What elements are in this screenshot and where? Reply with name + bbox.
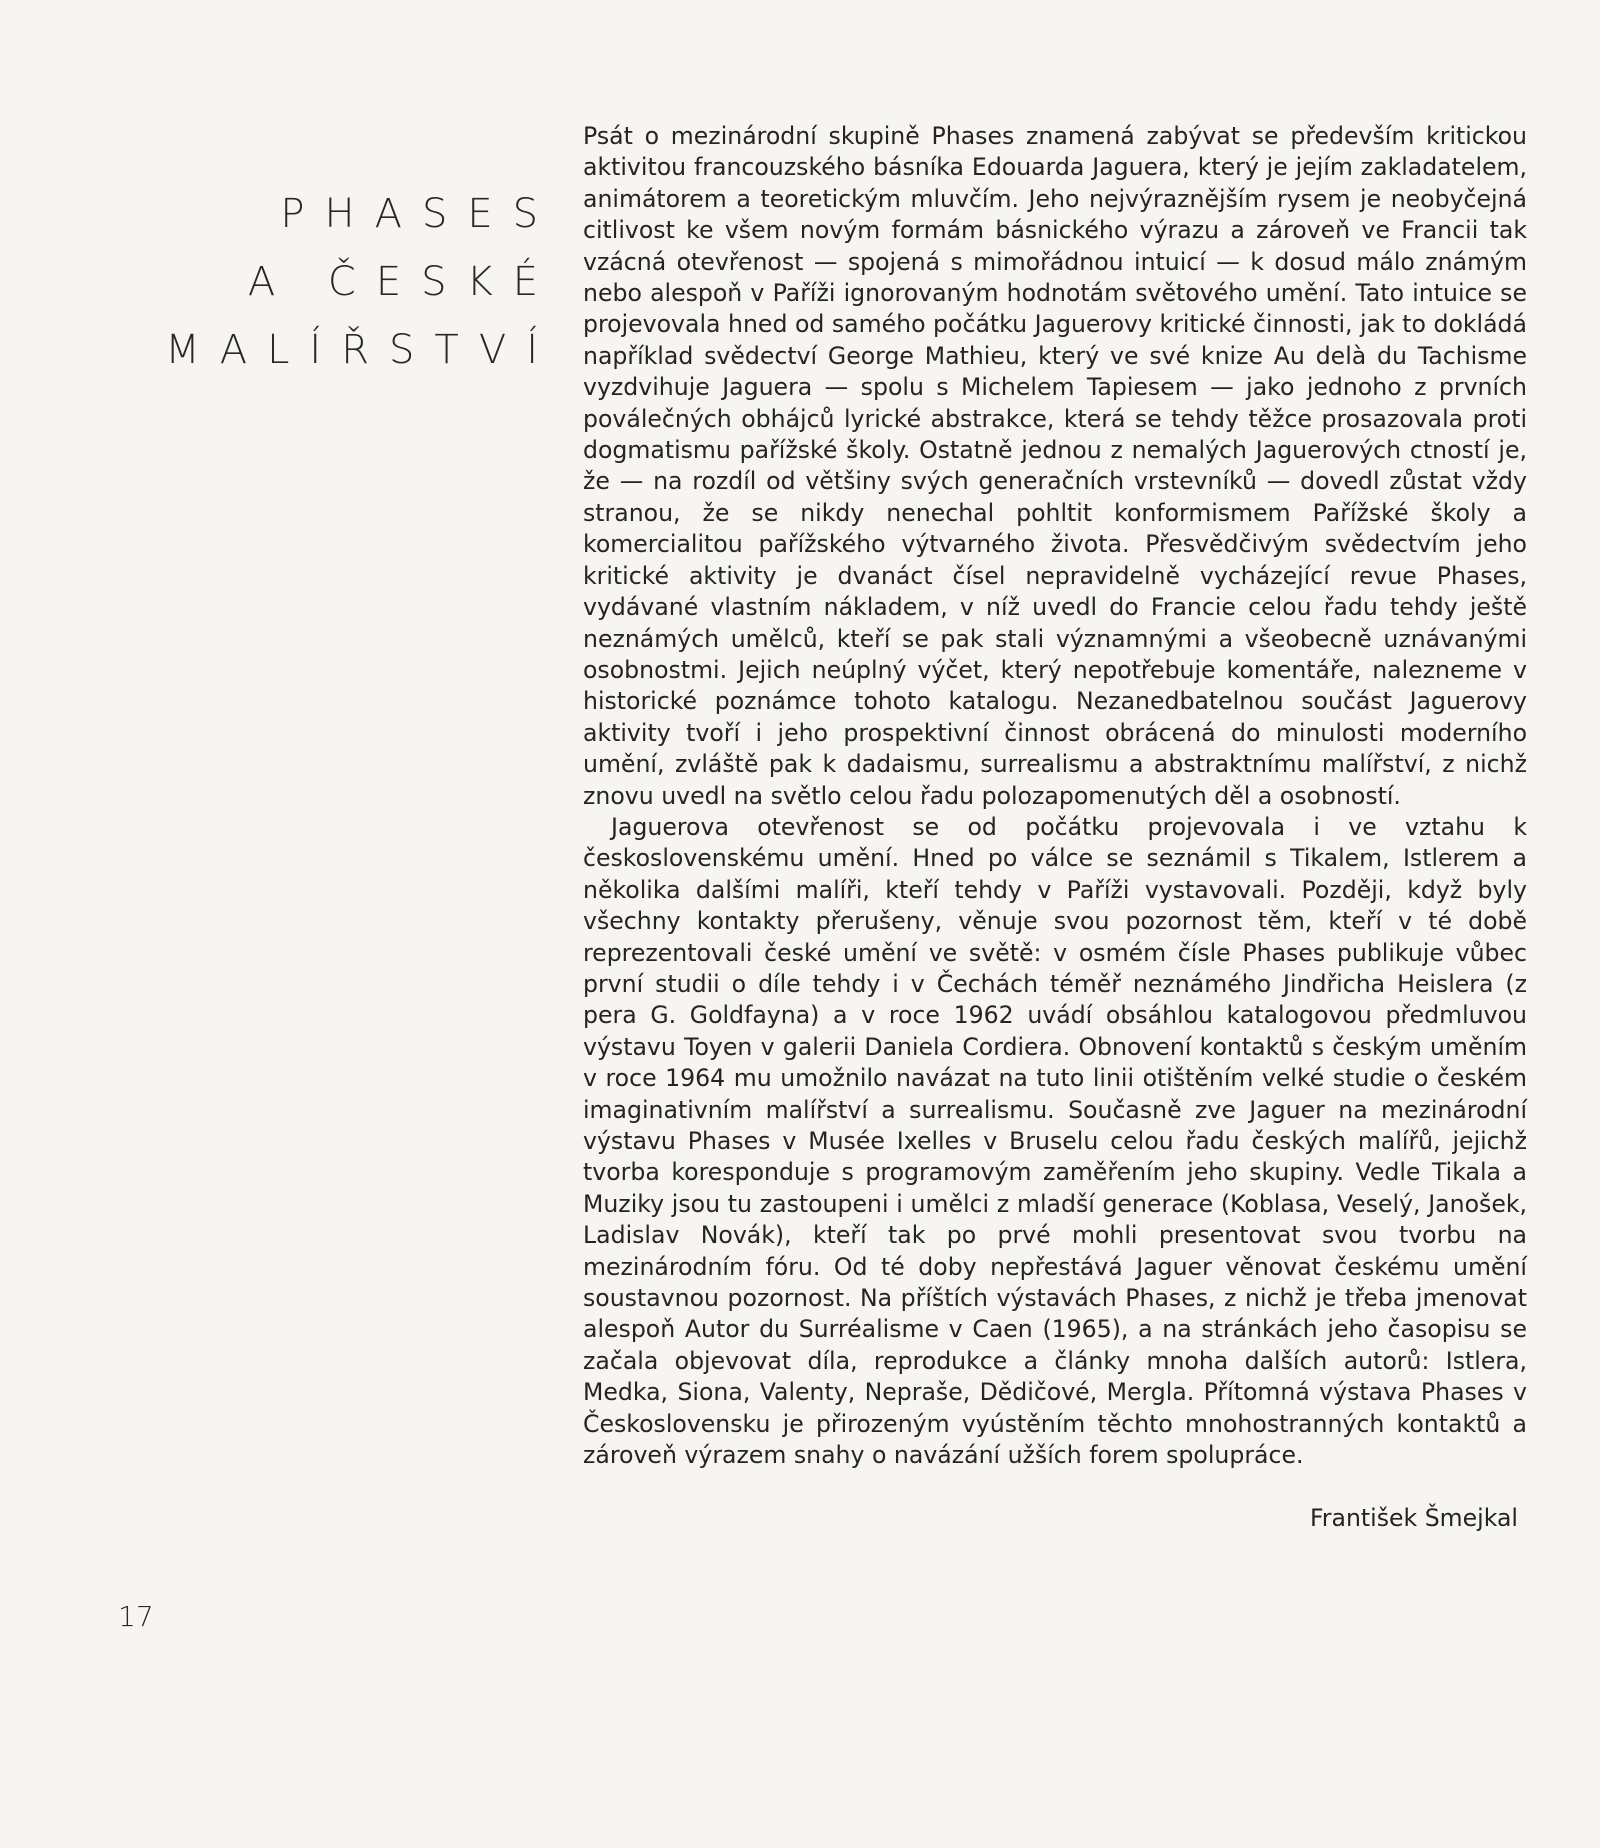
page-number: 17 bbox=[118, 1600, 154, 1633]
page-title bbox=[118, 180, 558, 384]
title-line-2: A ČESKÉ bbox=[247, 259, 558, 305]
title-line-3: MALÍŘSTVÍ bbox=[165, 327, 558, 373]
article-paragraph-1: Psát o mezinárodní skupině Phases znamená zabývat se především kritickou aktivitou francouzského básníka Edouarda Jaguera, který je jejím zakladatelem, animátorem a teoretickým mluvčím. Jeho nejvýraznějším rysem je neobyčejná citlivost ke všem novým formám básnického výrazu a zároveň ve Francii tak vzácná otevřenost — spojená s mimořádnou intuicí — k dosud málo známým nebo alespoň v Paříži ignorovaným hodnotám světového umění. Tato intuice se projevovala hned od samého počátku Jaguerovy kritické činnosti, jak to dokládá například svědectví George Mathieu, který ve své knize Au delà du Tachisme vyzdvihuje Jaguera — spolu s Michelem Tapiesem — jako jednoho z prvních poválečných obhájců lyrické abstrakce, která se tehdy těžce prosazovala proti dogmatismu pařížské školy. Ostatně jednou z nemalých Jaguerových ctností je, že — na rozdíl od většiny svých generačních vrstevníků — dovedl zůstat vždy stranou, že se nikdy nenechal pohltit konformismem Pařížské školy a komercialitou pařížského výtvarného života. Přesvědčivým svědectvím jeho kritické aktivity je dvanáct čísel nepravidelně vycházející revue Phases, vydávané vlastním nákladem, v níž uvedl do Francie celou řadu tehdy ještě neznámých umělců, kteří se pak stali významnými a všeobecně uznávanými osobnostmi. Jejich neúplný výčet, který nepotřebuje komentáře, nalezneme v historické poznámce tohoto katalogu. Nezanedbatelnou součást Jaguerovy aktivity tvoří i jeho prospektivní činnost obrácená do minulosti moderního umění, zvláště pak k dadaismu, surrealismu a abstraktnímu malířství, z nichž znovu uvedl na světlo celou řadu polozapomenutých děl a osobností. bbox=[583, 122, 1527, 810]
article-body bbox=[583, 121, 1527, 1471]
title-line-1: PHASES bbox=[280, 191, 558, 237]
article-paragraph-2: Jaguerova otevřenost se od počátku projevovala i ve vztahu k československému umění. Hned po válce se seznámil s Tikalem, Istlerem a několika dalšími malíři, kteří tehdy v Paříži vystavovali. Později, když byly všechny kontakty přerušeny, věnuje svou pozornost těm, kteří v té době reprezentovali české umění ve světě: v osmém čísle Phases publikuje vůbec první studii o díle tehdy i v Čechách téměř neznámého Jindřicha Heislera (z pera G. Goldfayna) a v roce 1962 uvádí obsáhlou katalogovou předmluvou výstavu Toyen v galerii Daniela Cordiera. Obnovení kontaktů s českým uměním v roce 1964 mu umožnilo navázat na tuto linii otištěním velké studie o českém imaginativním malířství a surrealismu. Současně zve Jaguer na mezinárodní výstavu Phases v Musée Ixelles v Bruselu celou řadu českých malířů, jejichž tvorba koresponduje s programovým zaměřením jeho skupiny. Vedle Tikala a Muziky jsou tu zastoupeni i umělci z mladší generace (Koblasa, Veselý, Janošek, Ladislav Novák), kteří tak po prvé mohli presentovat svou tvorbu na mezinárodním fóru. Od té doby nepřestává Jaguer věnovat českému umění soustavnou pozornost. Na příštích výstavách Phases, z nichž je třeba jmenovat alespoň Autor du Surréalisme v Caen (1965), a na stránkách jeho časopisu se začala objevovat díla, reprodukce a články mnoha dalších autorů: Istlera, Medka, Siona, Valenty, Nepraše, Dědičové, Mergla. Přítomná výstava Phases v Československu je přirozeným vyústěním těchto mnohostranných kontaktů a zároveň výrazem snahy o navázání užších forem spolupráce. bbox=[583, 812, 1527, 1470]
author-signature: František Šmejkal bbox=[1309, 1504, 1518, 1532]
